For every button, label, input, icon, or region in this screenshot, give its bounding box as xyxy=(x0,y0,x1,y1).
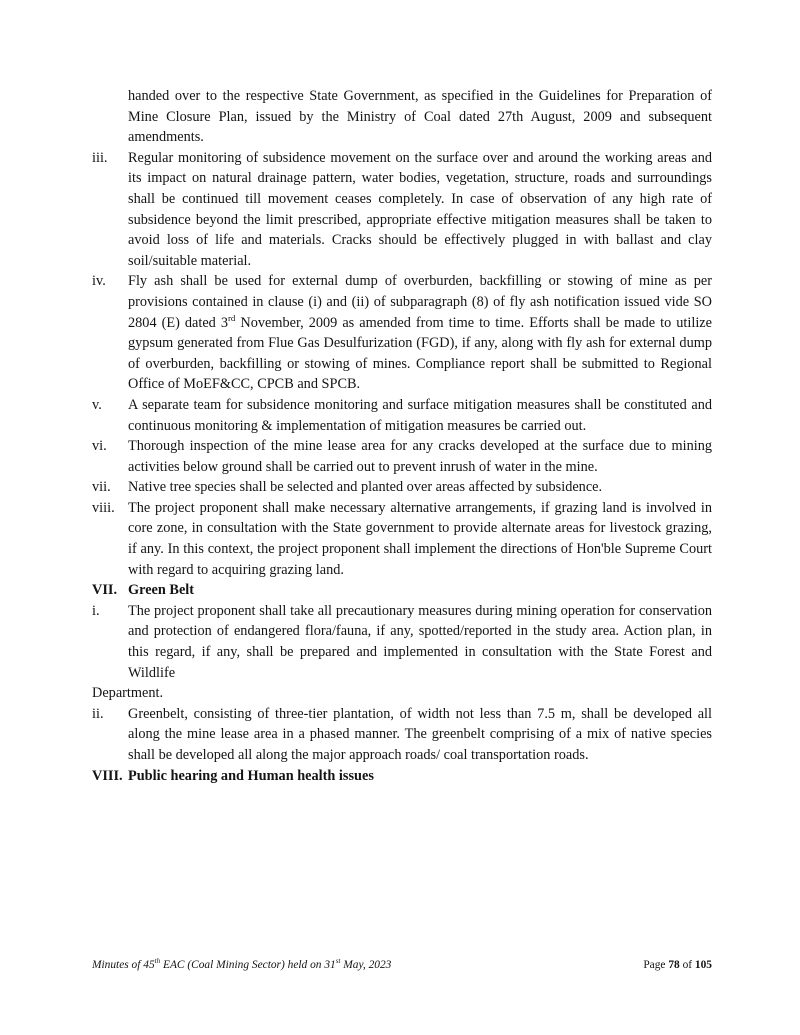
text-run: May, 2023 xyxy=(340,959,392,971)
list-item-iv-text xyxy=(128,271,712,395)
list-item-v-text: A separate team for subsidence monitoring and surface mitigation measures shall be constituted and continuous monitoring & implementation of mitigation measures be carried out. xyxy=(128,396,712,434)
section-vii-numeral: VII. xyxy=(92,582,118,599)
green-list-marker-ii: ii. xyxy=(92,705,104,722)
list-item-vi xyxy=(92,436,712,477)
list-marker-vii: vii. xyxy=(92,479,111,496)
section-vii-title: Green Belt xyxy=(128,582,195,599)
list-item-iii-text: Regular monitoring of subsidence movement on the surface over and around the working areas and its impact on natural drainage pattern, water bodies, vegetation, structure, roads and surroundings shall be continued till movement ceases completely. In case of observation of any high rate of subsidence beyond the limit prescribed, appropriate effective mitigation measures shall be taken to avoid loss of life and materials. Cracks should be effectively plugged in with ballast and clay soil/suitable material. xyxy=(128,149,712,269)
continuation-paragraph: handed over to the respective State Government, as specified in the Guidelines for Preparation of Mine Closure Plan, issued by the Ministry of Coal dated 27th August, 2009 and subsequent amendments. xyxy=(128,88,712,146)
ordinal-superscript: st xyxy=(335,957,341,966)
footer-minutes-caption xyxy=(92,958,391,972)
green-list-marker-i: i. xyxy=(92,602,100,619)
green-list-item-i xyxy=(92,601,712,683)
text-run: Page xyxy=(643,959,669,971)
list-marker-iv: iv. xyxy=(92,273,106,290)
list-marker-vi: vi. xyxy=(92,438,107,455)
department-line: Department. xyxy=(92,685,164,702)
list-item-vii-text: Native tree species shall be selected and planted over areas affected by subsidence. xyxy=(128,479,603,496)
section-viii-title: Public hearing and Human health issues xyxy=(128,767,374,784)
list-item-vii xyxy=(92,477,712,498)
list-item-iii xyxy=(92,148,712,272)
list-item-viii-text: The project proponent shall make necessary alternative arrangements, if grazing land is involved in core zone, in consultation with the State government to provide alternate areas for livestock grazing, if any. In this context, the project proponent shall implement the directions of Hon'ble Supreme Court with regard to acquiring grazing land. xyxy=(128,499,712,578)
list-marker-iii: iii. xyxy=(92,149,108,166)
text-run: November, 2009 as amended from time to time. Efforts shall be made to utilize gypsum generated from Flue Gas Desulfurization (FGD), if any, along with fly ash for external dump of overburden, backfilling or stowing of mines. Compliance report shall be submitted to Regional Office of MoEF&CC, CPCB and SPCB. xyxy=(128,314,712,393)
list-marker-viii: viii. xyxy=(92,499,115,516)
text-run: Minutes of 45 xyxy=(92,959,155,971)
section-heading-vii xyxy=(92,580,712,601)
list-item-viii xyxy=(92,498,712,580)
text-run: EAC (Coal Mining Sector) held on 31 xyxy=(160,959,336,971)
ordinal-superscript: th xyxy=(154,957,161,966)
green-list-item-ii xyxy=(92,704,712,766)
green-list-item-i-text: The project proponent shall take all precautionary measures during mining operation for conservation and protection of endangered flora/fauna, if any, spotted/reported in the study area. Action plan, in this regard, if any, shall be prepared and implemented in consultation with the State Forest and Wildlife xyxy=(128,602,712,681)
section-viii-numeral: VIII. xyxy=(92,767,123,784)
section-heading-viii xyxy=(92,766,712,787)
text-run: Fly ash shall be used for external dump of overburden, backfilling or stowing of mine as per provisions contained in clause (i) and (ii) of subparagraph (8) of fly ash notification issued vide SO 2804 (E) dated 3 xyxy=(128,273,712,331)
list-item-v xyxy=(92,395,712,436)
list-item-vi-text: Thorough inspection of the mine lease area for any cracks developed at the surface due to mining activities below ground shall be carried out to prevent inrush of water in the mine. xyxy=(128,438,712,475)
text-run: of xyxy=(679,959,695,971)
current-page-number: 78 xyxy=(668,959,680,971)
page-content xyxy=(92,86,712,786)
list-item-iv xyxy=(92,271,712,395)
footer-page-number xyxy=(643,958,712,972)
total-page-count: 105 xyxy=(694,959,712,971)
list-marker-v: v. xyxy=(92,396,102,413)
green-list-item-ii-text: Greenbelt, consisting of three-tier plantation, of width not less than 7.5 m, shall be developed all along the mine lease area in a phased manner. The greenbelt comprising of a mix of native species shall be developed all along the major approach roads/ coal transportation roads. xyxy=(128,705,712,763)
ordinal-superscript: rd xyxy=(227,312,236,323)
page-footer xyxy=(92,958,712,972)
